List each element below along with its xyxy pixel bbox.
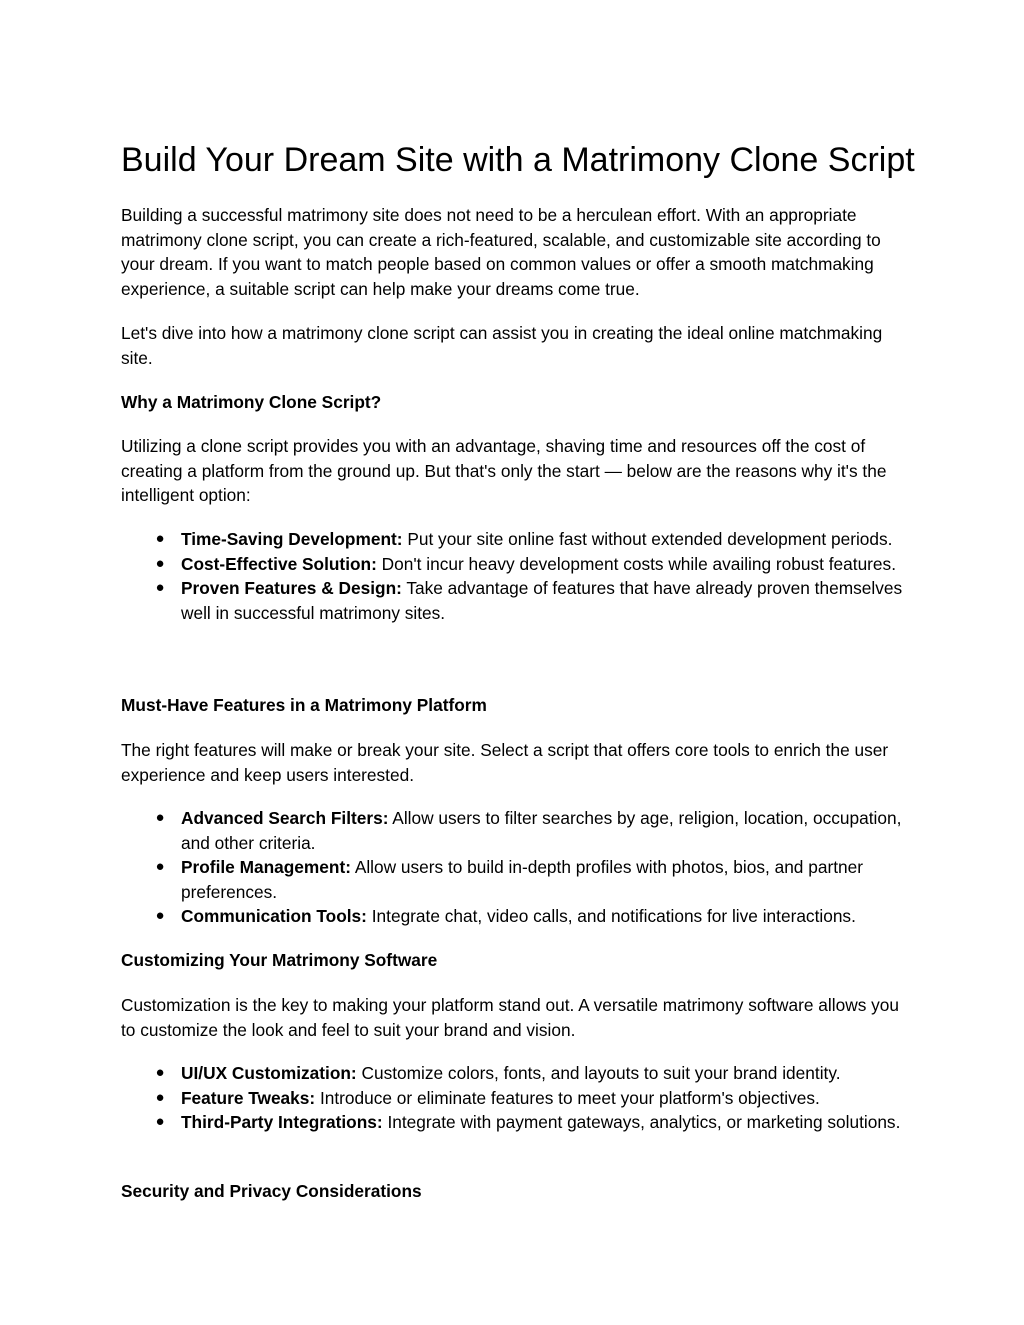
list-item	[121, 552, 911, 577]
section-heading-customizing: Customizing Your Matrimony Software	[121, 950, 438, 970]
list-item	[121, 1086, 911, 1111]
list-item	[121, 1110, 911, 1135]
section-heading-features: Must-Have Features in a Matrimony Platform	[121, 695, 487, 715]
list-item-term: UI/UX Customization:	[181, 1063, 357, 1083]
list-item-term: Cost-Effective Solution:	[181, 553, 377, 574]
section-paragraph-features: The right features will make or break your site. Select a script that offers core tools to enrich the user experience and keep users interested.	[121, 740, 889, 785]
list-item-text: Integrate with payment gateways, analytics, or marketing solutions.	[382, 1112, 901, 1132]
section-heading-security: Security and Privacy Considerations	[121, 1181, 422, 1201]
bullet-list-why	[121, 527, 911, 625]
list-item-term: Advanced Search Filters:	[181, 808, 389, 828]
bullet-icon: ●	[155, 858, 165, 875]
list-item-text: Put your site online fast without extended development periods.	[402, 529, 893, 549]
bullet-icon: ●	[155, 554, 165, 572]
list-item-text: Don't incur heavy development costs while availing robust features.	[376, 553, 896, 574]
section-paragraph-why: Utilizing a clone script provides you with an advantage, shaving time and resources off the cost of creating a platform from the ground up. But that's only the start — below are the reasons why it's the intelligent option:	[121, 436, 887, 505]
list-item-text: Introduce or eliminate features to meet your platform's objectives.	[315, 1087, 820, 1108]
list-item-term: Profile Management:	[181, 857, 351, 877]
list-item	[121, 904, 911, 929]
list-item	[121, 576, 911, 625]
list-item-text: Integrate chat, video calls, and notifications for live interactions.	[366, 906, 856, 926]
page-title: Build Your Dream Site with a Matrimony Clone Script	[121, 141, 915, 179]
bullet-icon: ●	[155, 907, 165, 924]
bullet-icon: ●	[155, 530, 165, 547]
list-item	[121, 527, 911, 552]
section-paragraph-customizing: Customization is the key to making your platform stand out. A versatile matrimony software allows you to customize the look and feel to suit your brand and vision.	[121, 995, 899, 1040]
bullet-icon: ●	[155, 579, 165, 596]
bullet-list-features	[121, 806, 911, 929]
list-item-term: Feature Tweaks:	[181, 1087, 316, 1108]
list-item	[121, 855, 911, 904]
bullet-icon: ●	[155, 1088, 165, 1106]
list-item-text: Allow users to build in-depth profiles with photos, bios, and partner preferences.	[181, 857, 863, 902]
list-item-term: Third-Party Integrations:	[181, 1112, 383, 1132]
intro-paragraph-2: Let's dive into how a matrimony clone script can assist you in creating the ideal online matchmaking site.	[121, 323, 883, 368]
list-item	[121, 806, 911, 855]
bullet-icon: ●	[155, 809, 165, 826]
list-item-term: Time-Saving Development:	[181, 529, 403, 549]
section-heading-why: Why a Matrimony Clone Script?	[121, 392, 382, 412]
bullet-icon: ●	[155, 1113, 165, 1130]
list-item-text: Take advantage of features that have already proven themselves well in successful matrimony sites.	[181, 578, 903, 623]
list-item	[121, 1061, 911, 1086]
list-item-text: Allow users to filter searches by age, religion, location, occupation, and other criteria.	[181, 808, 902, 853]
list-item-text: Customize colors, fonts, and layouts to suit your brand identity.	[356, 1063, 841, 1083]
bullet-icon: ●	[155, 1064, 165, 1081]
bullet-list-customizing	[121, 1061, 911, 1135]
intro-paragraph-1: Building a successful matrimony site does not need to be a herculean effort. With an appropriate matrimony clone script, you can create a rich-featured, scalable, and customizable site according to your dream. If you want to match people based on common values or offer a smooth matchmaking experience, a suitable script can help make your dreams come true.	[121, 205, 881, 299]
list-item-term: Proven Features & Design:	[181, 578, 402, 598]
list-item-term: Communication Tools:	[181, 906, 367, 926]
